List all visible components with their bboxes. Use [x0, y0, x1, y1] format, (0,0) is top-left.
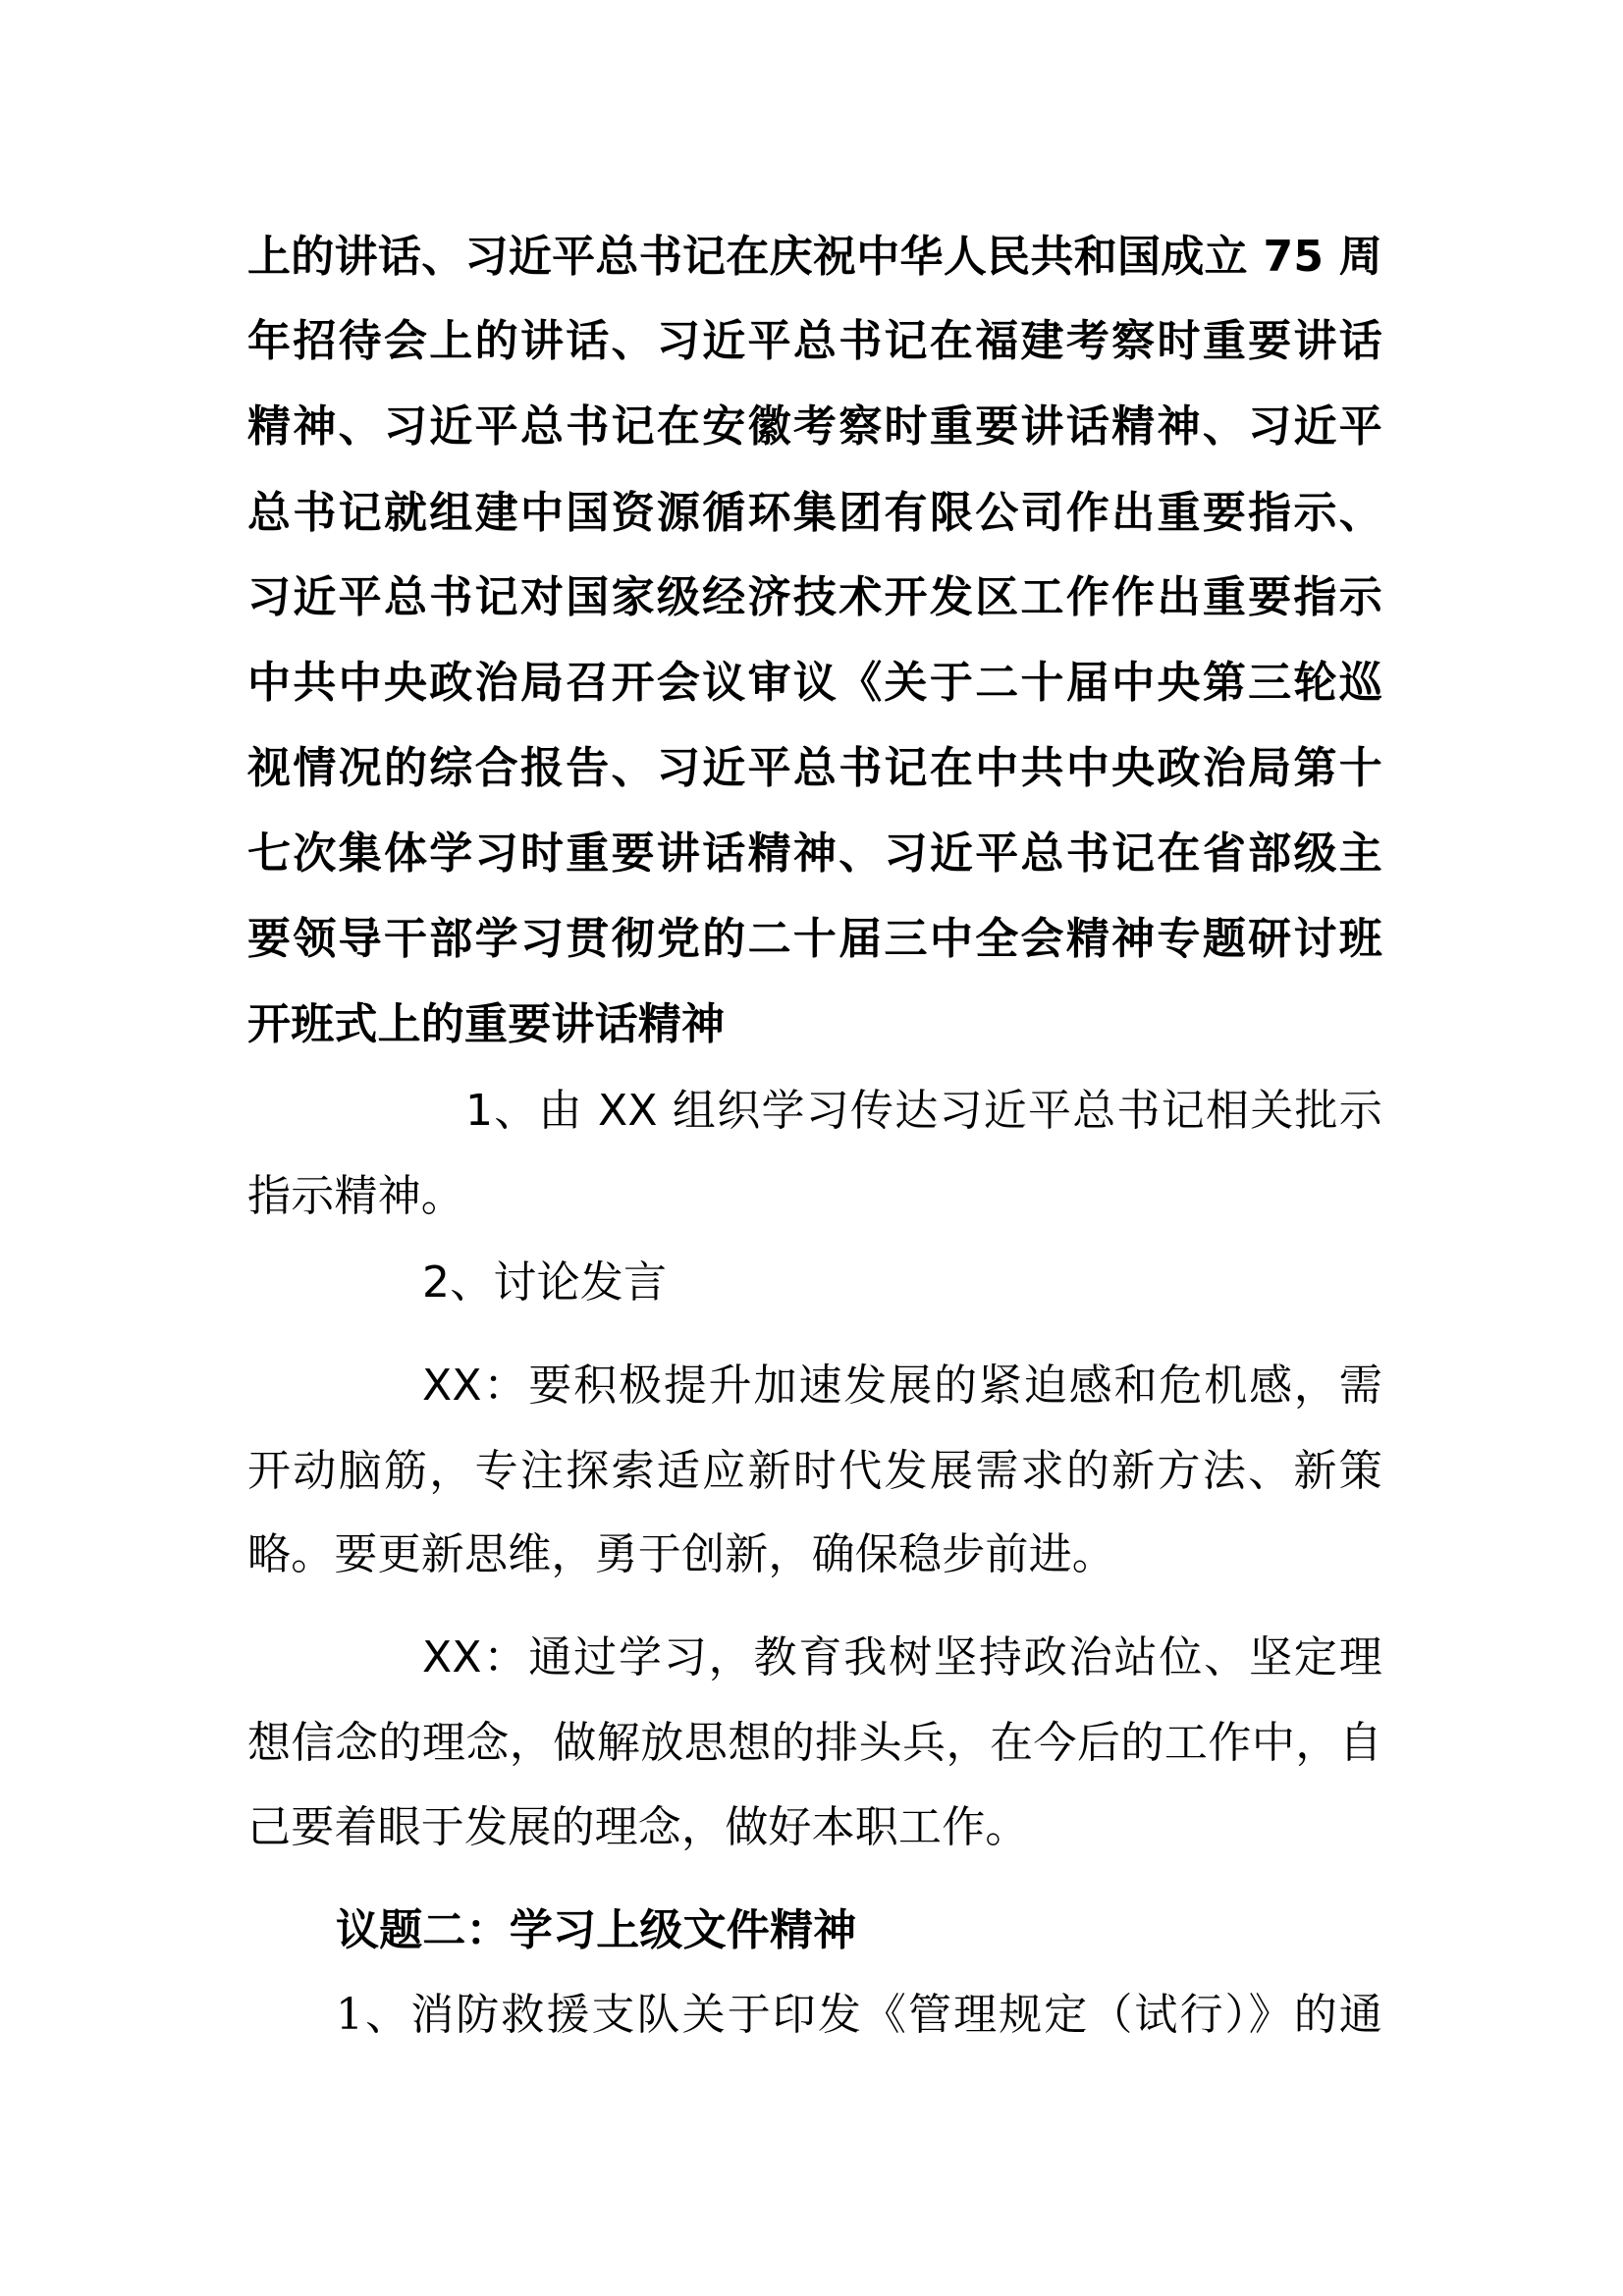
topic1-text-line: 要领导干部学习贯彻党的二十届三中全会精神专题研讨班	[247, 914, 1382, 964]
topic2-item1-text: 1、消防救援支队关于印发《管理规定（试行）》的通	[336, 1990, 1382, 2040]
item1-text-line: 1、由 XX 组织学习传达习近平总书记相关批示	[465, 1086, 1382, 1136]
topic1-text-line: 七次集体学习时重要讲话精神、习近平总书记在省部级主	[247, 828, 1382, 879]
speech2-text-line: 想信念的理念，做解放思想的排头兵，在今后的工作中，自	[247, 1718, 1382, 1768]
speech2-text-line: 己要着眼于发展的理念，做好本职工作。	[247, 1802, 1029, 1852]
item2-heading: 2、讨论发言	[422, 1257, 668, 1308]
topic1-text-line: 视情况的综合报告、习近平总书记在中共中央政治局第十	[247, 743, 1382, 793]
speech1-text-line: 开动脑筋，专注探索适应新时代发展需求的新方法、新策	[247, 1446, 1382, 1496]
topic1-text-line: 中共中央政治局召开会议审议《关于二十届中央第三轮巡	[247, 658, 1382, 708]
topic1-text-line: 精神、习近平总书记在安徽考察时重要讲话精神、习近平	[247, 401, 1382, 452]
speech1-text-line: 略。要更新思维，勇于创新，确保稳步前进。	[247, 1529, 1115, 1579]
topic1-text-line: 总书记就组建中国资源循环集团有限公司作出重要指示、	[247, 488, 1382, 538]
topic1-text-line: 习近平总书记对国家级经济技术开发区工作作出重要指示	[247, 572, 1382, 622]
topic1-text-line: 上的讲话、习近平总书记在庆祝中华人民共和国成立 75 周	[247, 232, 1382, 282]
speech1-text-line: XX：要积极提升加速发展的紧迫感和危机感，需	[422, 1361, 1382, 1411]
item1-text-line: 指示精神。	[247, 1171, 464, 1221]
topic2-heading: 议题二：学习上级文件精神	[336, 1905, 857, 1955]
topic1-text-line: 开班式上的重要讲话精神	[247, 999, 726, 1049]
topic1-text-line: 年招待会上的讲话、习近平总书记在福建考察时重要讲话	[247, 316, 1382, 366]
speech2-text-line: XX：通过学习，教育我树坚持政治站位、坚定理	[422, 1632, 1382, 1682]
